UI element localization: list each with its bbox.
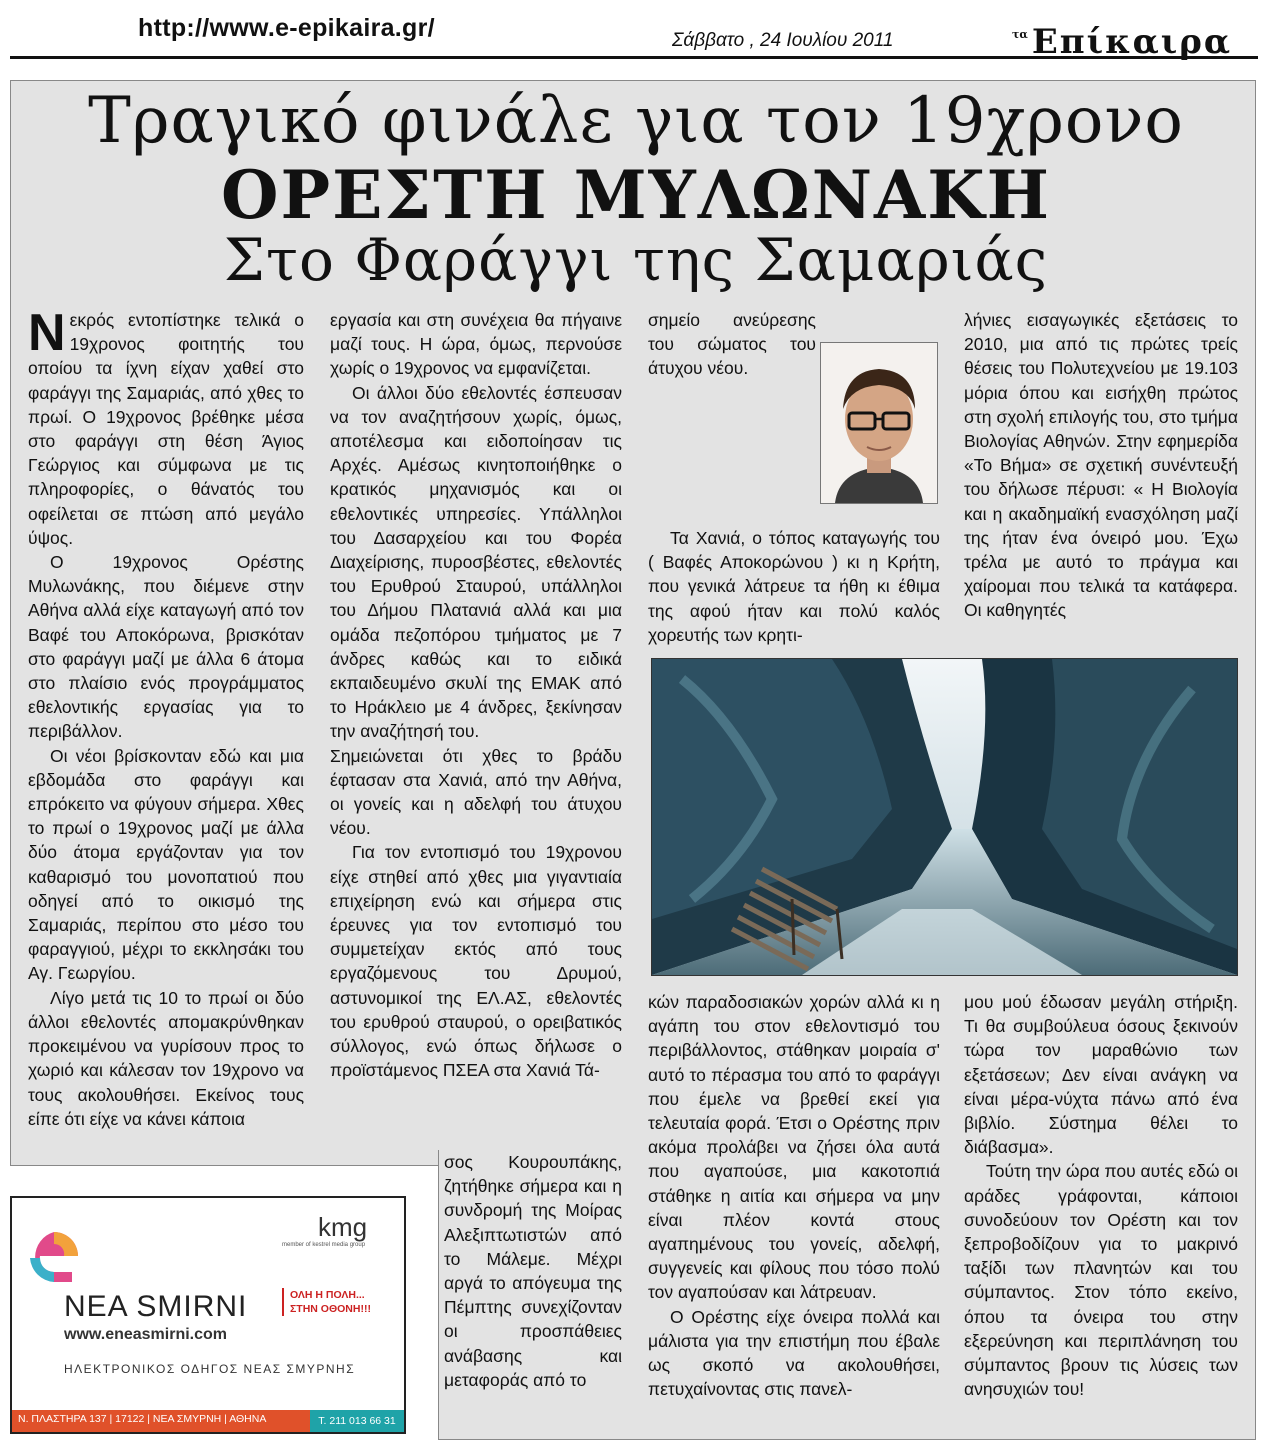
logo-text: Επίκαιρα <box>1031 22 1233 62</box>
article-column-4-bottom <box>964 990 1238 1401</box>
ad-tagline: ΟΛΗ Η ΠΟΛΗ... ΣΤΗΝ ΟΘΟΝΗ!!! <box>282 1288 371 1316</box>
paragraph: Οι νέοι βρίσκονταν εδώ και μια εβδομάδα στο φαράγγι και επρόκειτο να φύγουν σήμερα. Χθες το πρωί ο 19χρονος μαζί με άλλα δύο άτομα εργάζονταν για τον καθαρισμό του μονοπατιού που οδηγεί από το οικισμό της Σαμαριάς, περίπου στο μέσο του φαραγγιού, μέχρι το εκκλησάκι του Αγ. Γεωργίου. <box>28 745 304 984</box>
paragraph: σημείο ανεύρεσης του σώματος του άτυχου νέου. <box>648 310 816 379</box>
advertisement-nea-smirni[interactable] <box>10 1196 406 1434</box>
headline-line-1: Τραγικό φινάλε για τον 19χρονο <box>88 84 1184 158</box>
kmg-logo: kmg <box>318 1212 368 1242</box>
paragraph: σος Κουρουπάκης, ζητήθηκε σήμερα και η συνδρομή της Μοίρας Αλεξιπτωτιστών από το Μάλεμε. Μέχρι αργά το απόγευμα της Πέμπτης συνεχίζονταν οι προσπάθειες ανάβασης και μεταφοράς από το <box>444 1152 622 1390</box>
ad-phone: Τ. 211 013 66 31 <box>310 1410 404 1432</box>
paragraph: Τούτη την ώρα που αυτές εδώ οι αράδες γράφονται, κάποιοι συνοδεύουν τον Ορέστη και τον ξεπροβοδίζουν για το μακρινό ταξίδι των πλανητών και του σύμπαντος. Στον τόπο εκείνο, όπου τα όνειρα του στην εξερεύνηση και περιπλάνηση του σύμπαντος βρουν τις λύσεις των ανησυχιών του! <box>964 1161 1238 1400</box>
site-url[interactable]: http://www.e-epikaira.gr/ <box>138 14 435 42</box>
paragraph: Για τον εντοπισμό του 19χρονου είχε στηθεί από χθες μια γιγαντιαία επιχείρηση ενώ και σήμερα στις έρευνες για τον εντοπισμό του συμμετείχαν εκτός από τους εργαζόμενους του Δρυμού, αστυνομικοί της ΕΛ.ΑΣ, εθελοντές του ερυθρού σταυρού, ο ορειβατικός σύλλογος, ενώ όπως δήλωσε ο προϊστάμενος ΠΣΕΑ στα Χανιά Τά- <box>330 842 622 1081</box>
paragraph: λήνιες εισαγωγικές εξετάσεις το 2010, μια από τις πρώτες τρείς θέσεις του Πολυτεχνείου με 19.103 μόρια όπου και εισήχθη πρώτος στη σχολή επιλογής του, στο τμήμα Βιολογίας Αθηνών. Στην εφημερίδα «Το Βήμα» σε σχετική συνέντευξή του δήλωσε πέρυσι: « Η Βιολογία και η ακαδημαϊκή ενασχόληση μαζί της ήταν ένα όνειρό μου. Έχω τρέλα με αυτό το πράγμα και χαίρομαι που τελικά τα κατάφερα. Οι καθηγητές <box>964 310 1238 621</box>
kmg-subtitle: member of kestrel media group <box>282 1242 366 1248</box>
paragraph: Σημειώνεται ότι χθες το βράδυ έφτασαν στα Χανιά, από την Αθήνα, οι γονείς και η αδελφή του άτυχου νέου. <box>330 745 622 839</box>
paragraph: Ο Ορέστης είχε όνειρα πολλά και μάλιστα για την επιστήμη που έβαλε ως σκοπό να ακολουθήσει, πετυχαίνοντας στις πανελ- <box>648 1306 940 1400</box>
paragraph: Οι άλλοι δύο εθελοντές έσπευσαν να τον αναζητήσουν χωρίς, όμως, αποτέλεσμα και ειδοποίησαν τις Αρχές. Αμέσως κινητοποιήθηκε ο κρατικός μηχανισμός και οι εθελοντικές υπηρεσίες. Υπάλληλοι του Δασαρχείου και του Φορέα Διαχείρισης, πυροσβέστες, εθελοντές του Ερυθρού Σταυρού, υπάλληλοι του Δήμου Πλατανιά αλλά και μια ομάδα πεζοπόρου τμήματος με 7 άνδρες καθώς και το ειδικά εκπαιδευμένο σκυλί της ΕΜΑΚ από το Ηράκλειο με 4 άνδρες, ξεκίνησαν την αναζήτησή του. <box>330 382 622 742</box>
headline-line-3: Στο Φαράγγι της Σαμαριάς <box>223 226 1049 294</box>
ad-brand: ΝΕΑ SMIRNI <box>64 1290 248 1323</box>
paragraph: Τα Χανιά, ο τόπος καταγωγής του ( Βαφές Αποκορώνου ) κι η Κρήτη, που γενικά λάτρευε τα ήθη κι έθιμα της αφού ήταν και πολύ καλός χορευτής των κρητι- <box>648 528 940 645</box>
portrait-photo <box>820 342 938 504</box>
ad-guide-text: ΗΛΕΚΤΡΟΝΙΚΟΣ ΟΔΗΓΟΣ ΝΕΑΣ ΣΜΥΡΝΗΣ <box>64 1362 356 1376</box>
logo-prefix: τα <box>1012 28 1028 41</box>
gorge-photo <box>651 658 1238 976</box>
issue-date: Σάββατο , 24 Ιουλίου 2011 <box>672 30 894 51</box>
paragraph: εργασία και στη συνέχεια θα πήγαινε μαζί τους. Η ώρα, όμως, περνούσε χωρίς ο 19χρονος να εμφανίζεται. <box>330 310 622 379</box>
article-column-3-middle <box>648 526 940 647</box>
article-column-2 <box>330 308 622 1083</box>
article-column-3-bottom <box>648 990 940 1401</box>
drop-cap: Ν <box>28 304 66 362</box>
paragraph: Νεκρός εντοπίστηκε τελικά ο 19χρονος φοιτητής του οποίου τα ίχνη είχαν χαθεί στο φαράγγι της Σαμαριάς, από χθες το πρωί. Ο 19χρονος βρέθηκε μέσα στο φαράγγι στη θέση Άγιος Γεώργιος και σύμφωνα με τις πληροφορίες, ο θάνατός του οφείλεται σε πτώση από μεγάλο ύψος. <box>28 304 304 548</box>
ad-address: Ν. ΠΛΑΣΤΗΡΑ 137 | 17122 | ΝΕΑ ΣΜΥΡΝΗ | ΑΘΗΝΑ <box>18 1413 267 1425</box>
article-column-2-continued <box>444 1150 622 1392</box>
paragraph: Ο 19χρονος Ορέστης Μυλωνάκης, που διέμενε στην Αθήνα αλλά είχε καταγωγή από τον Βαφέ του Αποκόρωνα, βρισκόταν στο φαράγγι μαζί με άλλα 6 άτομα στο πλαίσιο ενός προγράμματος εθελοντικής εργασίας για το περιβάλλον. <box>28 552 304 742</box>
ad-website-link[interactable]: www.eneasmirni.com <box>64 1326 228 1343</box>
paragraph: κών παραδοσιακών χορών αλλά κι η αγάπη του στον εθελοντισμό του περιβάλλοντος, στάθηκαν μοιραία σ' αυτό το πέρασμα του από το φαράγγι που έμελε να βρεθεί εκεί για τελευταία φορά. Έτσι ο Ορέστης πριν ακόμα προλάβει να ζήσει όλα αυτά που αγαπούσε, μια κακοτοπιά στάθηκε η αιτία και σήμερα να μην είναι πλέον κοντά στους αγαπημένους του γονείς, αδελφή, συγγενείς και φίλους που τόσο πολύ τον αγαπούσαν και λάτρευαν. <box>648 992 940 1303</box>
paragraph: Λίγο μετά τις 10 το πρωί οι δύο άλλοι εθελοντές απομακρύνθηκαν προκειμένου να γυρίσουν προς το χωριό και κάλεσαν τον 19χρονο να τους ακολουθήσει. Εκείνος τους είπε ότι είχε να κάνει κάποια <box>28 987 304 1129</box>
article-column-4-top <box>964 308 1238 623</box>
header-rule <box>10 56 1258 59</box>
article-column-1 <box>28 304 304 1131</box>
paragraph: μου μού έδωσαν μεγάλη στήριξη. Τι θα συμβούλευα όσους ξεκινούν τώρα τον μαραθώνιο των εξετάσεων; Δεν είναι ανάγκη να είναι μέρα-νύχτα πάνω από ένα βιβλίο. Σύστημα θέλει το διάβασμα». <box>964 992 1238 1158</box>
headline-line-2: ΟΡΕΣΤΗ ΜΥΛΩΝΑΚΗ <box>221 156 1051 234</box>
e-logo-icon <box>28 1228 80 1286</box>
